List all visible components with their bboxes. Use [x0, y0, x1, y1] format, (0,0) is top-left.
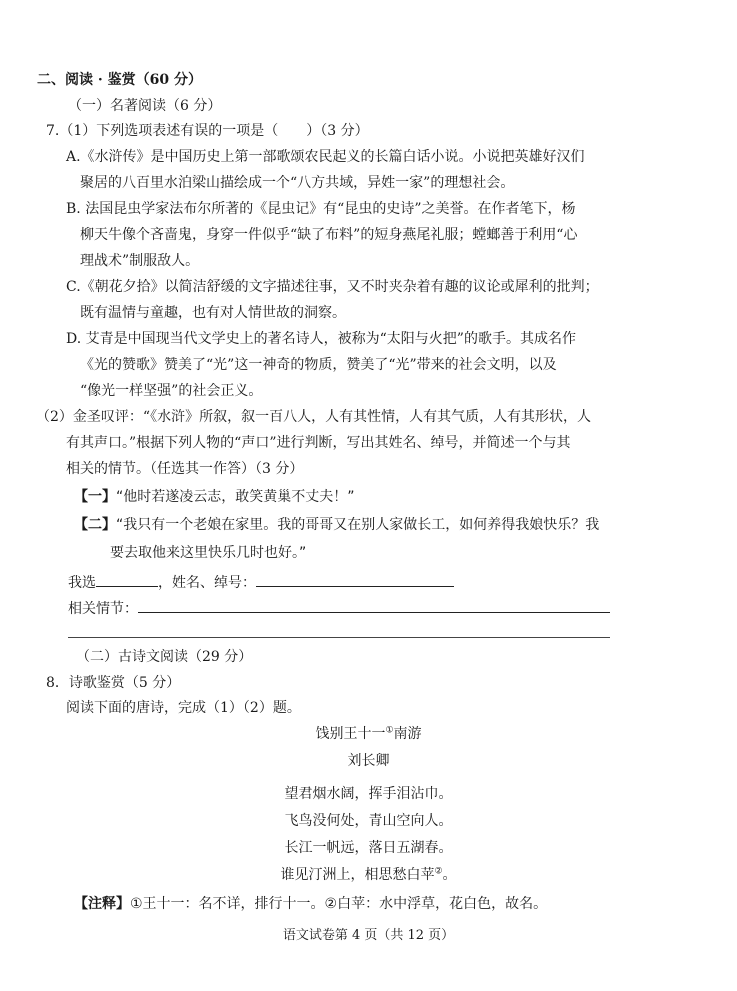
answer-row-choose	[68, 572, 454, 593]
notes-text: ①王十一：名不详，排行十一。②白苹：水中浮草，花白色，故名。	[130, 896, 548, 912]
quote2-label: 【二】	[74, 517, 116, 533]
poem-line-4-text: 谁见汀洲上，相思愁白苹	[280, 867, 435, 883]
poem-line-4-note: ②	[434, 866, 443, 877]
sub2-title: （二）古诗文阅读（29 分）	[76, 649, 253, 665]
poem-title	[0, 724, 737, 744]
quote1-label: 【一】	[74, 489, 116, 505]
poem-notes	[74, 894, 547, 914]
quote1-text: “他时若遂凌云志，敢笑黄巢不丈夫！”	[116, 489, 355, 505]
choose-blank[interactable]	[96, 572, 158, 587]
q7-option-d-line1: D. 艾青是中国现当代文学史上的著名诗人，被称为“太阳与火把”的歌手。其成名作	[66, 331, 576, 347]
plot-label: 相关情节：	[68, 601, 138, 617]
q8-instruction: 阅读下面的唐诗，完成（1）（2）题。	[66, 700, 301, 716]
q7-stem: 7.（1）下列选项表述有误的一项是（ ）（3 分）	[46, 123, 369, 139]
q7-option-d-line3: “像光一样坚强”的社会正义。	[80, 383, 263, 399]
poem-title-main: 饯别王十一	[315, 726, 386, 742]
q7-part2-line1: （2）金圣叹评：“《水浒》所叙，叙一百八人，人有其性情，人有其气质，人有其形状，人	[36, 409, 592, 425]
plot-blank-line2[interactable]	[68, 637, 610, 638]
poem-line-3: 长江一帆远，落日五湖春。	[284, 840, 453, 856]
notes-label: 【注释】	[74, 896, 130, 912]
q7-option-d-line2: 《光的赞歌》赞美了“光”这一神奇的物质，赞美了“光”带来的社会文明，以及	[80, 357, 557, 373]
section-title: 二、阅读 · 鉴赏（60 分）	[37, 72, 202, 88]
q7-part2-line3: 相关的情节。（任选其一作答）（3 分）	[66, 461, 304, 477]
quote2-text-line1: “我只有一个老娘在家里。我的哥哥又在别人家做长工，如何养得我娘快乐？我	[116, 517, 600, 533]
name-blank[interactable]	[256, 572, 454, 587]
q7-option-b-line1: B. 法国昆虫学家法布尔所著的《昆虫记》有“昆虫的史诗”之美誉。在作者笔下，杨	[66, 201, 576, 217]
answer-row-plot	[68, 598, 610, 619]
poem-line-4	[0, 865, 737, 885]
page-footer: 语文试卷第 4 页（共 12 页）	[282, 928, 455, 943]
poem-title-note: ①	[385, 725, 394, 736]
poem-line-2: 飞鸟没何处，青山空向人。	[284, 813, 453, 829]
q7-option-a-line2: 聚居的八百里水泊梁山描绘成一个“八方共域，异姓一家”的理想社会。	[80, 175, 515, 191]
poem-title-tail: 南游	[393, 726, 422, 742]
name-label: ，姓名、绰号：	[158, 575, 256, 591]
quote1	[74, 487, 355, 507]
quote2-text-line2: 要去取他来这里快乐几时也好。”	[110, 545, 307, 561]
poem-author: 刘长卿	[347, 753, 390, 769]
q7-option-a-line1: A.《水浒传》是中国历史上第一部歌颂农民起义的长篇白话小说。小说把英雄好汉们	[66, 149, 585, 165]
q7-option-b-line2: 柳天牛像个吝啬鬼，身穿一件似乎“缺了布料”的短身燕尾礼服；螳螂善于利用“心	[80, 227, 578, 243]
poem-line-1: 望君烟水阔，挥手泪沾巾。	[284, 786, 453, 802]
sub1-title: （一）名著阅读（6 分）	[68, 98, 222, 114]
poem-line-4-end: 。	[442, 867, 457, 883]
q7-option-c-line1: C.《朝花夕拾》以简洁舒缓的文字描述往事，又不时夹杂着有趣的议论或犀利的批判；	[66, 279, 599, 295]
choose-label: 我选	[68, 575, 96, 591]
quote2	[74, 515, 599, 535]
q8-stem: 8．诗歌鉴赏（5 分）	[46, 675, 181, 691]
q7-part2-line2: 有其声口。”根据下列人物的“声口”进行判断，写出其姓名、绰号，并简述一个与其	[66, 435, 571, 451]
q7-option-b-line3: 理战术”制服敌人。	[80, 253, 200, 269]
q7-option-c-line2: 既有温情与童趣，也有对人情世故的洞察。	[80, 305, 346, 321]
plot-blank-line1[interactable]	[138, 598, 610, 613]
